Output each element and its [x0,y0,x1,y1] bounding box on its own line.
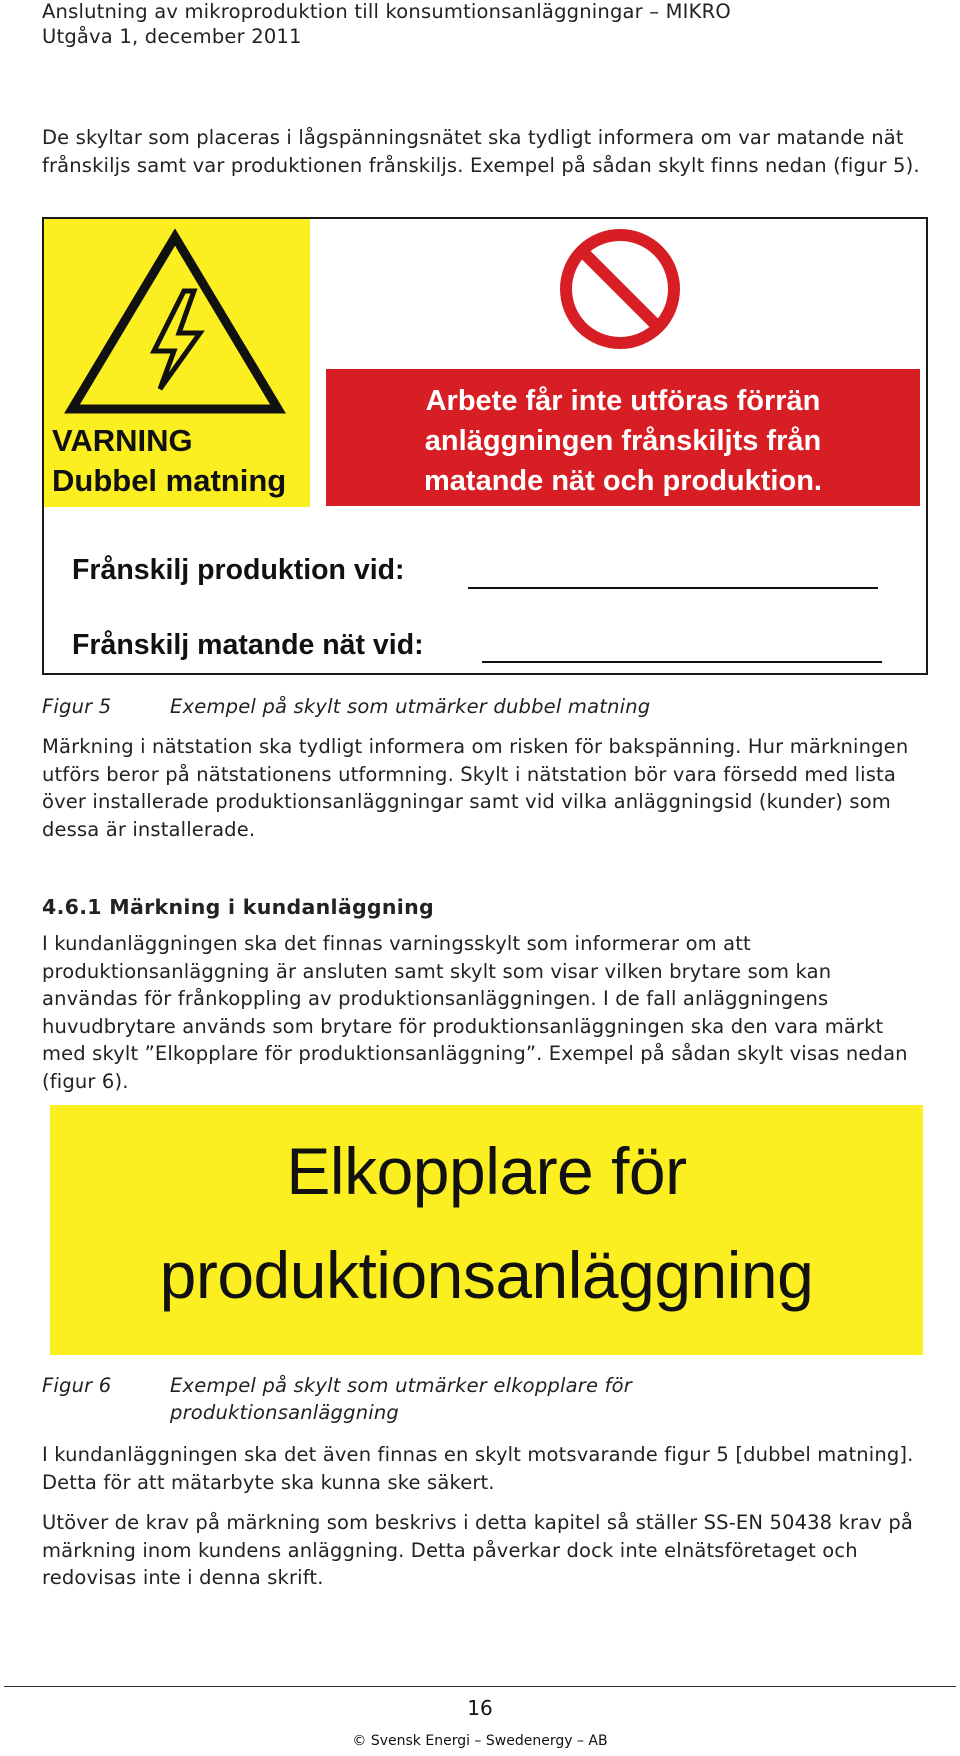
figure6-sign-line1: Elkopplare för [286,1134,687,1208]
standard-text: Utöver de krav på märkning som beskrivs i detta kapitel så ställer SS-EN 50438 krav på märkning inom kundens anläggning. Detta påverkar dock inte elnätsföretaget och redovisas inte i denna skrift. [42,1511,913,1589]
disconnect-grid-label: Frånskilj matande nät vid: [72,629,424,661]
document-header-edition: Utgåva 1, december 2011 [42,25,302,48]
meter-change-paragraph [42,1441,932,1496]
red-warning-panel [326,369,920,506]
red-warning-line3: matande nät och produktion. [424,465,822,497]
figure6-caption-label: Figur 6 [42,1374,112,1397]
disconnect-grid-line [482,661,882,663]
warning-sublabel: Dubbel matning [52,463,287,498]
figure6-sign-line2: produktionsanläggning [159,1238,814,1312]
prohibition-icon [558,227,682,351]
standard-paragraph [42,1509,932,1592]
disconnect-production-line [468,587,878,589]
figure5-caption-label: Figur 5 [42,695,112,718]
footer-divider [4,1686,956,1687]
warning-label: VARNING [52,423,193,458]
substation-marking-text: Märkning i nätstation ska tydligt informera om risken för bakspänning. Hur märkningen utförs beror på nätstationens utformning. Skylt i nätstation bör vara försedd med lista över installerade produktionsanläggningar samt vid vilka anläggningsid (kunder) som dessa är installerade. [42,735,909,841]
high-voltage-warning-icon [62,229,288,419]
footer-copyright: © Svensk Energi – Swedenergy – AB [352,1733,608,1749]
warning-panel [44,219,310,507]
intro-paragraph-text: De skyltar som placeras i lågspänningsnätet ska tydligt informera om var matande nät frånskiljs samt var produktionen frånskiljs. Exempel på sådan skylt finns nedan (figur 5). [42,126,920,177]
figure6-caption-line2: produktionsanläggning [170,1401,400,1424]
disconnect-production-label: Frånskilj produktion vid: [72,554,405,586]
red-warning-line2: anläggningen frånskiljts från [424,425,822,457]
meter-change-text: I kundanläggningen ska det även finnas en skylt motsvarande figur 5 [dubbel matning]. Detta för att mätarbyte ska kunna ske säkert. [42,1443,914,1494]
intro-paragraph [42,124,932,179]
page-number: 16 [467,1696,493,1720]
figure5-sign [42,217,928,675]
section-heading: 4.6.1 Märkning i kundanläggning [42,895,434,919]
figure6-sign [50,1105,923,1355]
figure5-caption-text: Exempel på skylt som utmärker dubbel matning [170,695,651,718]
customer-marking-paragraph [42,930,932,1095]
document-header-title: Anslutning av mikroproduktion till konsumtionsanläggningar – MIKRO [42,0,731,23]
figure6-caption-line1: Exempel på skylt som utmärker elkopplare för [170,1374,632,1397]
substation-marking-paragraph [42,733,932,843]
red-warning-line1: Arbete får inte utföras förrän [425,385,821,417]
customer-marking-text: I kundanläggningen ska det finnas varningsskylt som informerar om att produktionsanläggning är ansluten samt skylt som visar vilken brytare som kan användas för frånkoppling av produktionsanläggningen. I de fall anläggningens huvudbrytare används som brytare för produktionsanläggningen ska den vara märkt med skylt ”Elkopplare för produktionsanläggning”. Exempel på sådan skylt visas nedan (figur 6). [42,932,908,1093]
